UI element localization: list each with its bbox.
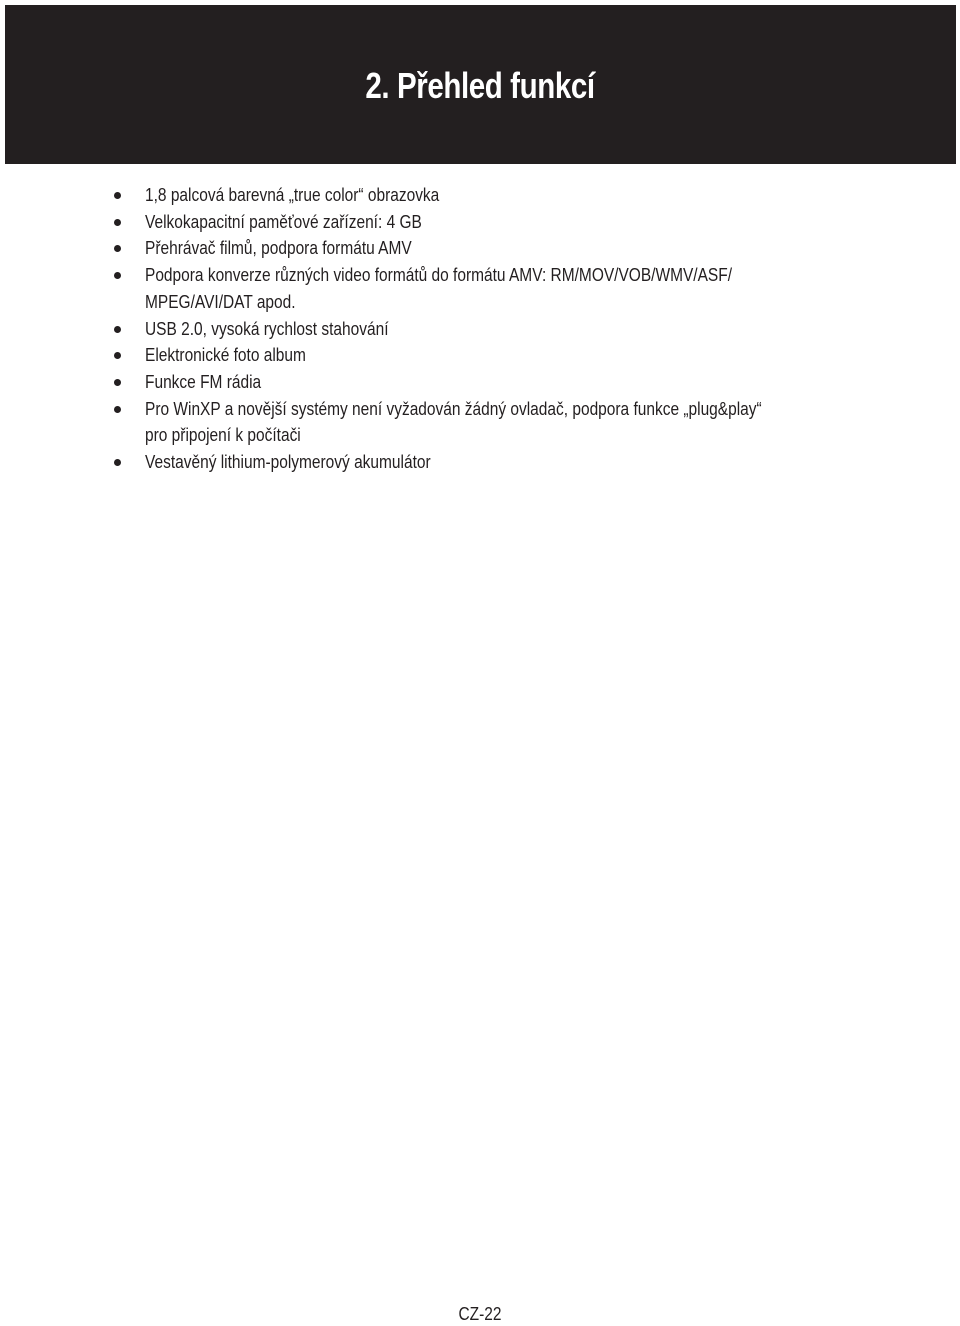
list-item-text: Elektronické foto album: [145, 345, 306, 366]
list-item-text: Podpora konverze různých video formátů do formátu AMV: RM/MOV/VOB/WMV/ASF/ MPEG/AVI/DAT apod.: [145, 265, 733, 312]
bullet-icon: [114, 272, 121, 279]
list-item-text: 1,8 palcová barevná „true color“ obrazovka: [145, 185, 440, 205]
list-item-text: Funkce FM rádia: [145, 371, 262, 392]
list-item: [0, 182, 925, 209]
page-title: 2. Přehled funkcí: [365, 65, 595, 106]
list-item: [0, 369, 925, 396]
bullet-icon: [114, 406, 121, 413]
bullet-icon: [114, 245, 121, 252]
list-item: [0, 342, 925, 369]
list-item: [0, 235, 925, 262]
list-item-text: Pro WinXP a novější systémy není vyžadován žádný ovladač, podpora funkce „plug&play“ pro připojení k počítači: [145, 398, 762, 446]
bullet-icon: [114, 219, 121, 226]
page-number: CZ-22: [458, 1304, 502, 1324]
list-item-text: Přehrávač filmů, podpora formátu AMV: [145, 238, 412, 259]
list-item-text: USB 2.0, vysoká rychlost stahování: [145, 318, 389, 339]
bullet-icon: [114, 459, 121, 466]
list-item: [0, 262, 925, 315]
list-item: [0, 396, 925, 449]
list-item: [0, 449, 925, 476]
bullet-icon: [114, 192, 121, 199]
list-item-text: Velkokapacitní paměťové zařízení: 4 GB: [145, 211, 422, 232]
bullet-icon: [114, 326, 121, 333]
feature-list: [0, 182, 960, 476]
bullet-icon: [114, 379, 121, 386]
list-item: [0, 316, 925, 343]
list-item: [0, 209, 925, 236]
bullet-icon: [114, 352, 121, 359]
list-item-text: Vestavěný lithium-polymerový akumulátor: [145, 452, 431, 473]
